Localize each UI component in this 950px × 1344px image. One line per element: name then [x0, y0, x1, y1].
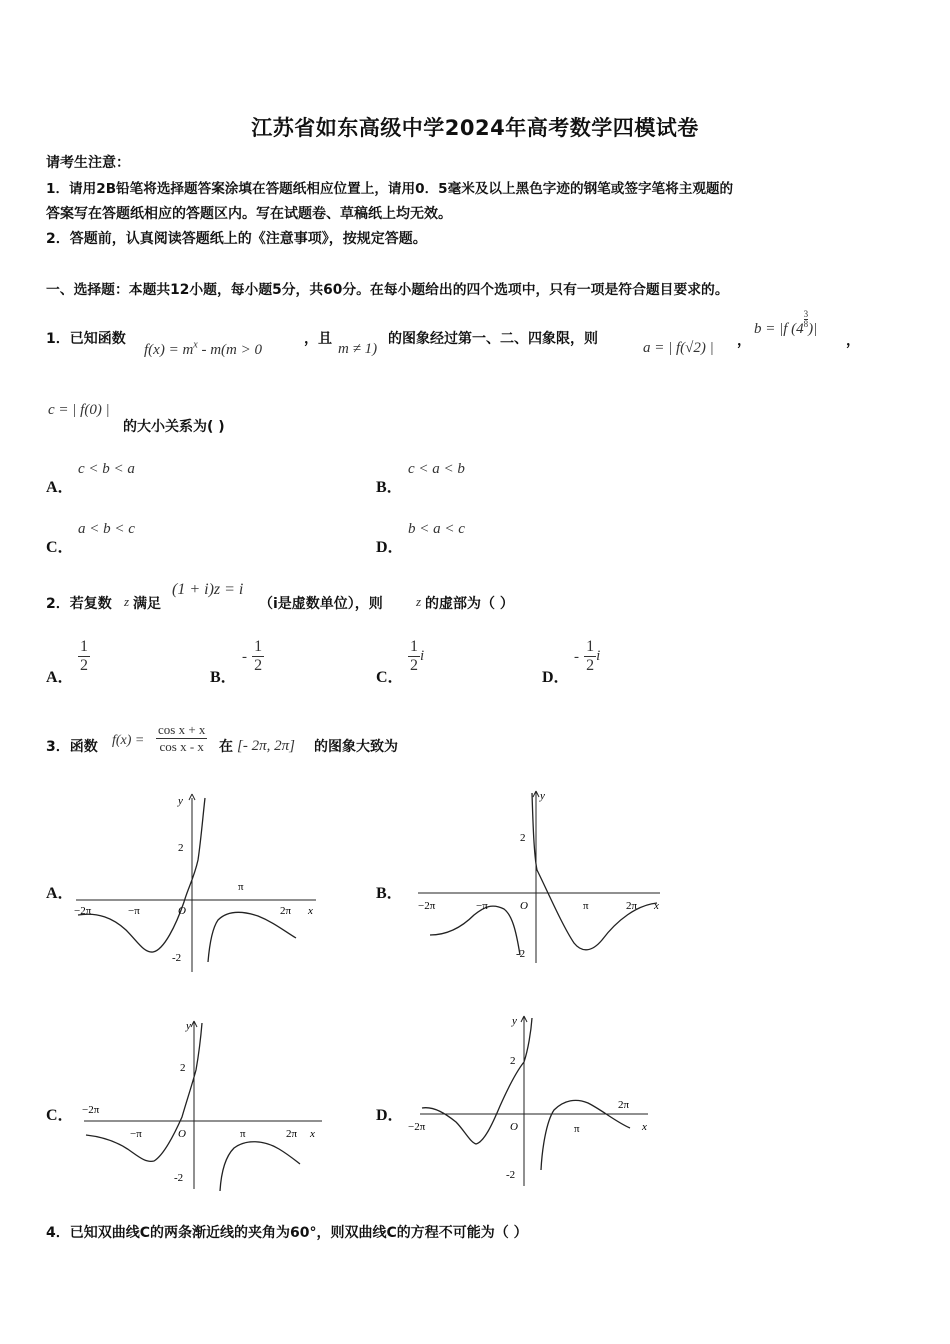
graph-b-curve-right	[532, 793, 657, 950]
q2-option-a-label[interactable]: A．	[46, 669, 74, 686]
graph-b-tick-pi: π	[583, 900, 589, 912]
q2-satisfy: 满足	[133, 596, 161, 612]
q3-tail: 的图象大致为	[314, 739, 398, 755]
graph-d-y-label: y	[512, 1015, 517, 1027]
graph-c-curve-right	[220, 1142, 300, 1191]
graph-d-origin: O	[510, 1121, 518, 1133]
q2-a-numerator: 1	[80, 638, 88, 655]
q1-fx-base: f(x) = m	[144, 342, 194, 358]
q2-option-b-value	[242, 638, 264, 675]
graph-a-tick-neg2: -2	[172, 952, 182, 964]
q1-c-expression: c = | f(0) |	[48, 402, 110, 418]
graph-a-curve-left	[78, 798, 205, 952]
graph-d	[404, 1010, 660, 1190]
q1-a-expression: a = | f(√2) |	[643, 340, 714, 356]
q1-option-a-label[interactable]: A．	[46, 479, 74, 496]
graph-b-tick-neg-2pi: −2π	[418, 900, 436, 912]
q1-b-exp-denominator: 8	[803, 319, 809, 329]
q2-d-suffix: i	[596, 648, 601, 664]
q1-comma-1: ，	[737, 333, 751, 349]
graph-a-tick-pi: π	[238, 881, 244, 893]
page-title: 江苏省如东高级中学2024年高考数学四模试卷	[251, 116, 699, 140]
notice-item-2: 2．答题前，认真阅读答题纸上的《注意事项》，按规定答题。	[46, 231, 427, 247]
q2-var-z: z	[124, 594, 130, 609]
graph-a-y-label: y	[178, 795, 183, 807]
q1-option-c-label[interactable]: C．	[46, 539, 74, 556]
q1-option-b-value: c < a < b	[408, 461, 465, 477]
graph-b-tick-neg-pi: −π	[476, 900, 488, 912]
graph-a-tick-neg-pi: −π	[128, 905, 140, 917]
q2-b-denominator: 2	[254, 657, 263, 674]
graph-c-tick-neg-2pi: −2π	[82, 1104, 100, 1116]
graph-c-tick-neg2: -2	[174, 1172, 184, 1184]
q2-b-sign: -	[242, 649, 247, 665]
q2-d-sign: -	[574, 649, 579, 665]
graph-d-tick-neg2: -2	[506, 1169, 516, 1181]
graph-b-origin: O	[520, 900, 528, 912]
q2-option-c-label[interactable]: C．	[376, 669, 404, 686]
graph-b-curve-left	[430, 906, 520, 955]
q2-option-d-value	[574, 638, 600, 675]
graph-c	[74, 1015, 334, 1193]
graph-c-tick-2: 2	[180, 1062, 186, 1074]
q4-text: 4．已知双曲线C的两条渐近线的夹角为60°，则双曲线C的方程不可能为（ ）	[46, 1225, 528, 1241]
graph-d-x-label: x	[642, 1121, 647, 1133]
graph-c-tick-2pi: 2π	[286, 1128, 298, 1140]
graph-b-tick-neg2: -2	[516, 948, 526, 960]
graph-d-curve-right	[541, 1100, 630, 1170]
q1-b-exp-numerator: 3	[803, 309, 809, 319]
q3-option-a-label[interactable]: A．	[46, 885, 74, 902]
q2-c-numerator: 1	[410, 638, 418, 655]
graph-a	[68, 790, 328, 975]
q3-fx: f(x) =	[112, 733, 145, 748]
graph-d-tick-2: 2	[510, 1055, 516, 1067]
q2-var-z-2: z	[416, 594, 422, 609]
q2-option-c-value	[408, 638, 424, 675]
q1-b-expression	[754, 309, 818, 338]
section-1-heading: 一、选择题：本题共12小题，每小题5分，共60分。在每小题给出的四个选项中，只有一项是符合题目要求的。	[46, 282, 729, 298]
q2-option-b-label[interactable]: B．	[210, 669, 237, 686]
graph-b-tick-2pi: 2π	[626, 900, 638, 912]
graph-b-x-label: x	[654, 900, 659, 912]
graph-d-tick-neg-2pi: −2π	[408, 1121, 426, 1133]
q1-fx-exponent: x	[193, 339, 198, 351]
q3-denominator: cos x - x	[156, 738, 207, 755]
q2-d-numerator: 1	[586, 638, 595, 655]
q1-option-d-label[interactable]: D．	[376, 539, 404, 556]
q3-numerator: cos x + x	[158, 722, 206, 737]
q2-intro: 2．若复数	[46, 596, 112, 612]
graph-a-tick-2: 2	[178, 842, 184, 854]
graph-a-curve-right	[208, 912, 296, 962]
q1-option-a-value: c < b < a	[78, 461, 135, 477]
graph-a-x-label: x	[308, 905, 313, 917]
q3-option-d-label[interactable]: D．	[376, 1107, 404, 1124]
q3-interval: [- 2π, 2π]	[237, 738, 295, 754]
graph-b-y-label: y	[540, 790, 545, 802]
graph-c-origin: O	[178, 1128, 186, 1140]
q1-tail: 的大小关系为( )	[123, 419, 225, 435]
graph-a-tick-neg-2pi: −2π	[74, 905, 92, 917]
q3-fraction	[156, 722, 207, 755]
q2-tail: 的虚部为（ ）	[425, 596, 514, 612]
graph-b	[412, 785, 667, 970]
q1-comma-2: ，	[846, 333, 860, 349]
notice-item-1-line-2: 答案写在答题纸相应的答题区内。写在试题卷、草稿纸上均无效。	[46, 206, 452, 222]
graph-c-tick-pi: π	[240, 1128, 246, 1140]
q2-equation: (1 + i)z = i	[172, 581, 244, 598]
q3-option-b-label[interactable]: B．	[376, 885, 403, 902]
q1-fx-rest: - m(m > 0	[197, 342, 263, 358]
q3-on: 在	[219, 739, 233, 755]
notice-item-1-line-1: 1．请用2B铅笔将选择题答案涂填在答题纸相应位置上，请用0．5毫米及以上黑色字迹的钢笔或签字笔将主观题的	[46, 181, 734, 197]
graph-a-tick-2pi: 2π	[280, 905, 292, 917]
graph-c-curve-left	[86, 1023, 202, 1161]
q1-b-pre: b = |f (4	[754, 321, 804, 337]
q1-function	[144, 339, 262, 359]
q1-text-quadrants: 的图象经过第一、二、四象限，则	[388, 331, 598, 347]
q2-c-denominator: 2	[410, 657, 418, 674]
graph-d-tick-2pi: 2π	[618, 1099, 630, 1111]
q2-option-d-label[interactable]: D．	[542, 669, 570, 686]
q2-d-denominator: 2	[586, 657, 595, 674]
q2-b-numerator: 1	[254, 638, 263, 655]
q3-intro: 3．函数	[46, 739, 98, 755]
q3-option-c-label[interactable]: C．	[46, 1107, 74, 1124]
q1-and: ，且	[304, 331, 332, 347]
graph-b-tick-2: 2	[520, 832, 526, 844]
graph-c-x-label: x	[310, 1128, 315, 1140]
q1-intro: 1．已知函数	[46, 331, 126, 347]
q2-note: （i是虚数单位），则	[259, 596, 383, 612]
q2-c-suffix: i	[420, 648, 425, 664]
q1-b-post: )|	[808, 321, 818, 337]
graph-d-tick-pi: π	[574, 1123, 580, 1135]
q1-condition: m ≠ 1)	[338, 341, 378, 357]
q1-option-b-label[interactable]: B．	[376, 479, 403, 496]
graph-c-tick-neg-pi: −π	[130, 1128, 142, 1140]
graph-c-y-label: y	[186, 1020, 191, 1032]
notice-heading: 请考生注意：	[46, 155, 130, 171]
q2-option-a-value	[78, 638, 90, 675]
q1-option-c-value: a < b < c	[78, 521, 135, 537]
graph-a-origin: O	[178, 905, 186, 917]
q1-option-d-value: b < a < c	[408, 521, 465, 537]
q2-a-denominator: 2	[80, 657, 88, 674]
